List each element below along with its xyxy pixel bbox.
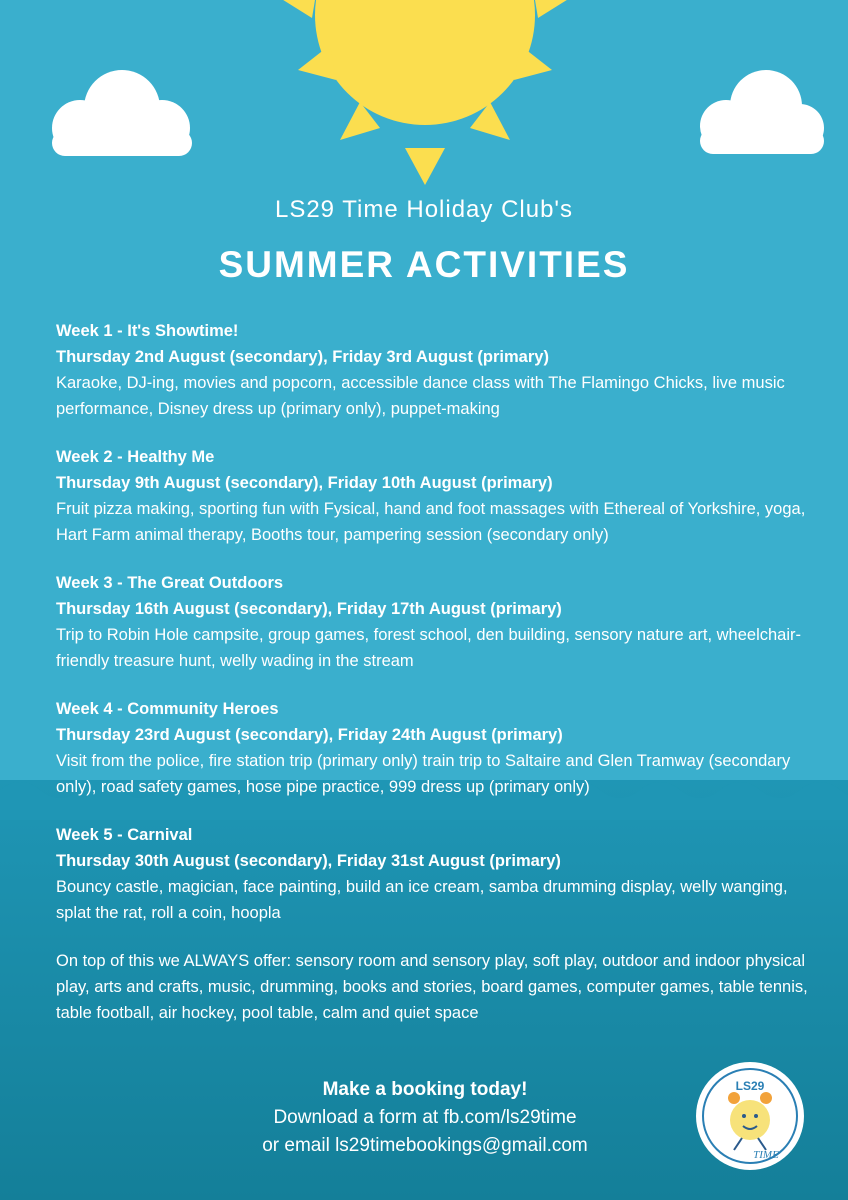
logo-top-text: LS29 <box>735 1079 765 1093</box>
week-dates: Thursday 9th August (secondary), Friday 10th August (primary) <box>56 474 553 492</box>
logo-bottom-text: TIME <box>753 1149 779 1161</box>
week-activities: Visit from the police, fire station trip (primary only) train trip to Saltaire and Glen Tramway (secondary only), road safety games, hose pipe practice, 999 dress up (primary only) <box>56 752 791 796</box>
cloud-icon <box>690 62 830 162</box>
week-activities: Bouncy castle, magician, face painting, build an ice cream, samba drumming display, welly wanging, splat the rat, roll a coin, hoopla <box>56 878 788 922</box>
page-title: SUMMER ACTIVITIES <box>218 244 630 285</box>
week-dates: Thursday 30th August (secondary), Friday 31st August (primary) <box>56 852 561 870</box>
always-offer-text: On top of this we ALWAYS offer: sensory room and sensory play, soft play, outdoor and indoor physical play, arts and crafts, music, drumming, books and stories, board games, computer games, table tennis, table football, air hockey, pool table, calm and quiet space <box>56 952 808 1022</box>
sun-icon <box>270 0 580 190</box>
cloud-icon <box>40 60 200 165</box>
week-title: Week 5 - Carnival <box>56 826 193 844</box>
week-activities: Karaoke, DJ-ing, movies and popcorn, accessible dance class with The Flamingo Chicks, live music performance, Disney dress up (primary only), puppet-making <box>56 374 785 418</box>
booking-heading: Make a booking today! <box>322 1079 528 1100</box>
week-title: Week 4 - Community Heroes <box>56 700 279 718</box>
week-dates: Thursday 16th August (secondary), Friday 17th August (primary) <box>56 600 562 618</box>
club-name: LS29 Time Holiday Club's <box>274 196 574 223</box>
week-block <box>56 570 816 674</box>
booking-call-to-action <box>200 1076 650 1160</box>
week-block <box>56 318 816 422</box>
ls29-time-logo <box>694 1060 806 1172</box>
week-dates: Thursday 2nd August (secondary), Friday 3rd August (primary) <box>56 348 549 366</box>
booking-form-link[interactable]: Download a form at fb.com/ls29time <box>273 1107 577 1128</box>
week-dates: Thursday 23rd August (secondary), Friday 24th August (primary) <box>56 726 563 744</box>
booking-email[interactable]: or email ls29timebookings@gmail.com <box>262 1135 588 1156</box>
week-title: Week 3 - The Great Outdoors <box>56 574 284 592</box>
week-activities: Fruit pizza making, sporting fun with Fysical, hand and foot massages with Ethereal of Yorkshire, yoga, Hart Farm animal therapy, Booths tour, pampering session (secondary only) <box>56 500 806 544</box>
activities-list <box>56 318 816 1026</box>
week-block <box>56 444 816 548</box>
week-title: Week 1 - It's Showtime! <box>56 322 239 340</box>
week-block <box>56 696 816 800</box>
week-block <box>56 822 816 926</box>
week-title: Week 2 - Healthy Me <box>56 448 215 466</box>
week-activities: Trip to Robin Hole campsite, group games, forest school, den building, sensory nature art, wheelchair-friendly treasure hunt, welly wading in the stream <box>56 626 802 670</box>
